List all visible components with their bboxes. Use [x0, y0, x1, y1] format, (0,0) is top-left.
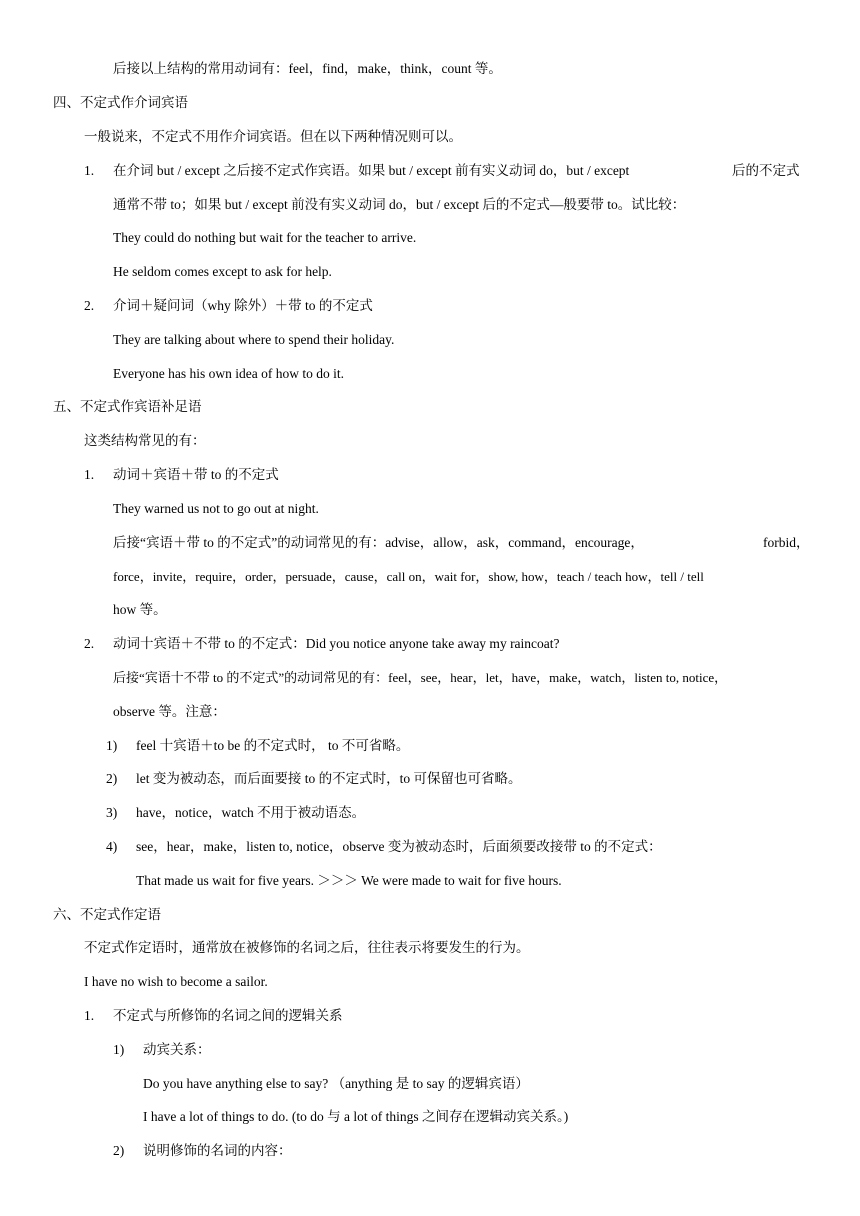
section-heading-5: 五、不定式作宾语补足语	[53, 399, 202, 414]
sub-list-number: 1)	[106, 738, 118, 753]
example-sentence: They could do nothing but wait for the teacher to arrive.	[113, 230, 417, 245]
text-line: 动宾关系：	[143, 1042, 211, 1057]
sub-list-number: 3)	[106, 805, 118, 820]
text-line: 一般说来，不定式不用作介词宾语。但在以下两种情况则可以。	[84, 129, 462, 144]
text-line: see，hear，make，listen to, notice，observe 变为被动态时，后面须要改接带 to 的不定式：	[136, 839, 662, 854]
sub-list-number: 2)	[113, 1143, 125, 1158]
example-sentence: They warned us not to go out at night.	[113, 501, 319, 516]
text-line: 不定式作定语时，通常放在被修饰的名词之后，往往表示将要发生的行为。	[84, 940, 530, 955]
text-line: 后的不定式	[732, 163, 800, 178]
list-number: 2.	[84, 298, 95, 313]
text-line: force，invite，require，order，persuade，cause，call on，wait for，show, how，teach / teach how，tell / tell	[113, 569, 704, 584]
list-number: 2.	[84, 636, 95, 651]
text-line: 在介词 but / except 之后接不定式作宾语。如果 but / except 前有实义动词 do，but / except	[113, 163, 630, 178]
text-line: feel 十宾语＋to be 的不定式时， to 不可省略。	[136, 738, 410, 753]
text-line: 介词＋疑问词（why 除外）＋带 to 的不定式	[113, 298, 373, 313]
list-number: 1.	[84, 163, 95, 178]
example-sentence: That made us wait for five years. ＞＞＞ We were made to wait for five hours.	[136, 873, 562, 888]
text-line: let 变为被动态，而后面要接 to 的不定式时，to 可保留也可省略。	[136, 771, 522, 786]
text-line: 动词＋宾语＋带 to 的不定式	[113, 467, 279, 482]
text-line: 后接“宾语＋带 to 的不定式”的动词常见的有：advise，allow，ask，command，encourage，	[113, 535, 644, 550]
text-line: 这类结构常见的有：	[84, 433, 206, 448]
text-line: observe 等。注意：	[113, 704, 226, 719]
section-heading-6: 六、不定式作定语	[53, 907, 161, 922]
example-sentence: They are talking about where to spend their holiday.	[113, 332, 395, 347]
text-line: 说明修饰的名词的内容：	[143, 1143, 292, 1158]
text-line: 后接以上结构的常用动词有：feel，find，make，think，count 等。	[113, 61, 502, 76]
text-line: 通常不带 to；如果 but / except 前没有实义动词 do，but / except 后的不定式—般要带 to。试比较：	[113, 197, 686, 212]
text-line: how 等。	[113, 602, 167, 617]
sub-list-number: 1)	[113, 1042, 125, 1057]
list-number: 1.	[84, 467, 95, 482]
list-number: 1.	[84, 1008, 95, 1023]
example-sentence: I have no wish to become a sailor.	[84, 974, 268, 989]
sub-list-number: 2)	[106, 771, 118, 786]
text-line: 不定式与所修饰的名词之间的逻辑关系	[113, 1008, 343, 1023]
text-line: forbid，	[763, 535, 810, 550]
example-sentence: He seldom comes except to ask for help.	[113, 264, 332, 279]
example-sentence: Do you have anything else to say? （anything 是 to say 的逻辑宾语）	[143, 1076, 529, 1091]
text-line: 后接“宾语十不带 to 的不定式”的动词常见的有：feel，see，hear，let，have，make，watch，listen to, notice，	[113, 670, 728, 685]
sub-list-number: 4)	[106, 839, 118, 854]
example-sentence: I have a lot of things to do. (to do 与 a lot of things 之间存在逻辑动宾关系。)	[143, 1109, 569, 1124]
text-line: have，notice，watch 不用于被动语态。	[136, 805, 366, 820]
section-heading-4: 四、不定式作介词宾语	[53, 95, 188, 110]
example-sentence: Everyone has his own idea of how to do it.	[113, 366, 344, 381]
text-line: 动词十宾语＋不带 to 的不定式：Did you notice anyone take away my raincoat?	[113, 636, 560, 651]
